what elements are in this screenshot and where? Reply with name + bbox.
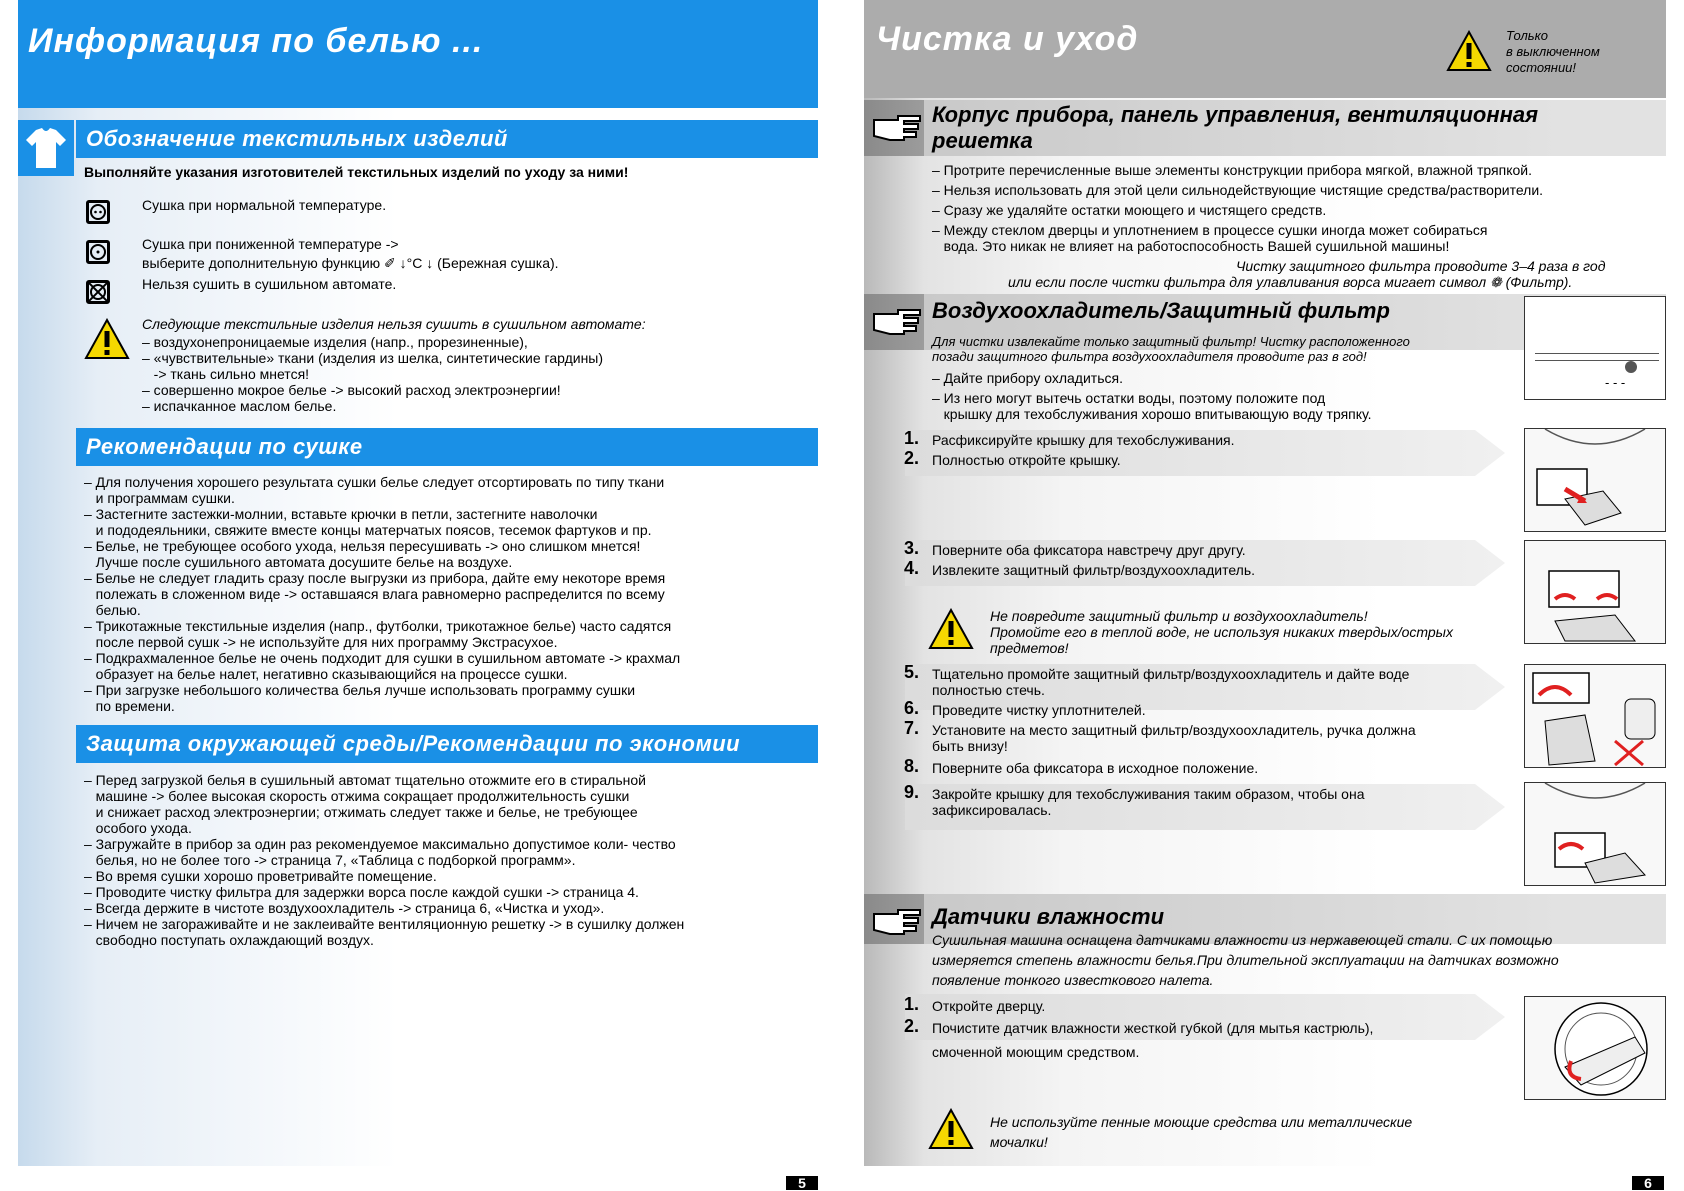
step-text: зафиксировалась. xyxy=(932,802,1052,818)
warning-icon xyxy=(1446,30,1492,72)
list-item: – Белье, не требующее особого ухода, нельзя пересушивать -> оно слишком мнется! xyxy=(84,538,641,554)
tumble-dry-normal-icon xyxy=(86,200,110,224)
illustration-open-cover xyxy=(1524,428,1666,532)
filter-note: Чистку защитного фильтра проводите 3–4 раза в год xyxy=(1236,258,1606,274)
step-text: Расфиксируйте крышку для техобслуживания. xyxy=(932,432,1235,448)
power-off-notice: Только xyxy=(1506,28,1548,43)
step-text: Установите на место защитный фильтр/воздухоохладитель, ручка должна xyxy=(932,722,1416,738)
list-item: машине -> более высокая скорость отжима сокращает продолжительность сушки xyxy=(84,788,630,804)
warning-item: – совершенно мокрое белье -> высокий расход электроэнергии! xyxy=(142,382,561,398)
step-number: 7. xyxy=(904,718,920,738)
cooler-intro: позади защитного фильтра воздухоохладителя проводите раз в год! xyxy=(932,349,1367,364)
list-item: – Протрите перечисленные выше элементы конструкции прибора мягкой, влажной тряпкой. xyxy=(932,162,1532,178)
step-text: Поверните оба фиксатора навстречу друг другу. xyxy=(932,542,1246,558)
list-item: по времени. xyxy=(84,698,175,714)
list-item: – Перед загрузкой белья в сушильный автомат тщательно отожмите его в стиральной xyxy=(84,772,646,788)
list-item: – Дайте прибору охладиться. xyxy=(932,370,1123,386)
sensors-warning: мочалки! xyxy=(990,1134,1048,1150)
warning-icon xyxy=(84,318,130,360)
filter-warning: предметов! xyxy=(990,640,1069,656)
list-item: – Во время сушки хорошо проветривайте помещение. xyxy=(84,868,437,884)
section-heading-environment: Защита окружающей среды/Рекомендации по экономии xyxy=(76,725,818,763)
step-text: полностью стечь. xyxy=(932,682,1045,698)
sensors-warning: Не используйте пенные моющие средства или металлические xyxy=(990,1114,1413,1130)
list-item: после первой сушк -> не используйте для них программу Экстрасухое. xyxy=(84,634,558,650)
tumble-dry-low-icon xyxy=(86,240,110,264)
step-text: быть внизу! xyxy=(932,738,1008,754)
warning-icon xyxy=(928,1108,974,1150)
step-text: Закройте крышку для техобслуживания таким образом, чтобы она xyxy=(932,786,1365,802)
sensors-intro: Сушильная машина оснащена датчиками влажности из нержавеющей стали. С их помощью xyxy=(932,932,1553,948)
list-item: – Застегните застежки-молнии, вставьте крючки в петли, застегните наволочки xyxy=(84,506,598,522)
illustration-clean-sensor xyxy=(1524,996,1666,1100)
step-text: Поверните оба фиксатора в исходное положение. xyxy=(932,760,1259,776)
list-item: белья, но не более того -> страница 7, «Таблица с подборкой программ». xyxy=(84,852,576,868)
list-item: – Сразу же удаляйте остатки моющего и чистящего средств. xyxy=(932,202,1327,218)
list-item: образует на белье налет, негативно сказывающийся на процессе сушки. xyxy=(84,666,568,682)
list-item: – Трикотажные текстильные изделия (напр., футболки, трикотажное белье) часто садятся xyxy=(84,618,672,634)
page-number-right: 6 xyxy=(1632,1176,1664,1190)
do-not-tumble-dry-icon xyxy=(86,280,110,304)
step-number: 4. xyxy=(904,558,920,578)
step-number: 9. xyxy=(904,782,920,802)
list-item: и программам сушки. xyxy=(84,490,235,506)
power-off-notice: состоянии! xyxy=(1506,60,1577,75)
sensors-intro: появление тонкого известкового налета. xyxy=(932,972,1214,988)
sensors-intro: измеряется степень влажности белья.При длительной эксплуатации на датчиках возможно xyxy=(932,952,1559,968)
list-item: – Для получения хорошего результата сушки белье следует отсортировать по типу ткани xyxy=(84,474,665,490)
section-heading-housing-cont: решетка xyxy=(932,128,1033,153)
step-text: Извлеките защитный фильтр/воздухоохладитель. xyxy=(932,562,1256,578)
warning-title: Следующие текстильные изделия нельзя сушить в сушильном автомате: xyxy=(142,316,646,332)
list-item: крышку для техобслуживания хорошо впитывающую воду тряпку. xyxy=(932,406,1372,422)
warning-item: – воздухонепроницаемые изделия (напр., прорезиненные), xyxy=(142,334,528,350)
list-item: – Подкрахмаленное белье не очень подходит для сушки в сушильном автомате -> крахмал xyxy=(84,650,681,666)
pointing-hand-icon xyxy=(870,304,924,340)
pointing-hand-icon xyxy=(870,904,924,940)
symbol-no-dry-text: Нельзя сушить в сушильном автомате. xyxy=(142,276,397,292)
step-number: 1. xyxy=(904,994,920,1014)
warning-item: -> ткань сильно мнется! xyxy=(142,366,310,382)
warning-icon xyxy=(928,608,974,650)
pointing-hand-icon xyxy=(870,110,924,146)
section-band-housing xyxy=(864,100,1666,156)
step-number: 3. xyxy=(904,538,920,558)
illustration-close-cover xyxy=(1524,782,1666,886)
step-number: 1. xyxy=(904,428,920,448)
cooler-intro: Для чистки извлекайте только защитный фильтр! Чистку расположенного xyxy=(932,334,1410,349)
list-item: вода. Это никак не влияет на работоспособность Вашей сушильной машины! xyxy=(932,238,1450,254)
left-page-header xyxy=(18,0,818,108)
step-text: Тщательно промойте защитный фильтр/воздухоохладитель и дайте воде xyxy=(932,666,1410,682)
symbol-low-temp-text-2: выберите дополнительную функцию ✐ ↓°C ↓ (Бережная сушка). xyxy=(142,255,559,271)
list-item: – При загрузке небольшого количества белья лучше использовать программу сушки xyxy=(84,682,636,698)
list-item: – Загружайте в прибор за один раз рекомендуемое максимально допустимое коли- чество xyxy=(84,836,676,852)
list-item: полежать в сложенном виде -> оставшаяся влага равномерно распределится по всему xyxy=(84,586,665,602)
list-item: и снижает расход электроэнергии; отжимать следует также и белье, не требующее xyxy=(84,804,638,820)
page-title-left: Информация по белью ... xyxy=(28,22,484,60)
list-item: – Проводите чистку фильтра для задержки ворса после каждой сушки -> страница 4. xyxy=(84,884,639,900)
section-heading-sensors: Датчики влажности xyxy=(932,904,1165,929)
section-heading-cooler: Воздухоохладитель/Защитный фильтр xyxy=(932,298,1390,323)
symbol-normal-temp-text: Сушка при нормальной температуре. xyxy=(142,197,387,213)
list-item: белью. xyxy=(84,602,141,618)
list-item: особого ухода. xyxy=(84,820,192,836)
page-number-left: 5 xyxy=(786,1176,818,1190)
list-item: – Ничем не загораживайте и не заклеивайте вентиляционную решетку -> в сушилку должен xyxy=(84,916,685,932)
right-page-header xyxy=(864,0,1666,98)
list-item: – Нельзя использовать для этой цели сильнодействующие чистящие средства/растворители. xyxy=(932,182,1544,198)
power-off-notice: в выключенном xyxy=(1506,44,1600,59)
list-item: – Из него могут вытечь остатки воды, поэтому положите под xyxy=(932,390,1326,406)
step-number: 8. xyxy=(904,756,920,776)
list-item: – Всегда держите в чистоте воздухоохладитель -> страница 6, «Чистка и уход». xyxy=(84,900,605,916)
list-item: – Между стеклом дверцы и уплотнением в процессе сушки иногда может собираться xyxy=(932,222,1488,238)
section-heading-housing: Корпус прибора, панель управления, вентиляционная xyxy=(932,102,1539,127)
textile-intro: Выполняйте указания изготовителей текстильных изделий по уходу за ними! xyxy=(84,164,629,180)
filter-note: или если после чистки фильтра для улавливания ворса мигает символ ❁ (Фильтр). xyxy=(1008,274,1573,290)
step-text: смоченной моющим средством. xyxy=(932,1044,1140,1060)
section-heading-drying-tips: Рекомендации по сушке xyxy=(76,428,818,466)
control-panel-illustration: - - - xyxy=(1524,296,1666,400)
step-number: 2. xyxy=(904,448,920,468)
illustration-remove-filter xyxy=(1524,540,1666,644)
step-number: 2. xyxy=(904,1016,920,1036)
page-title-right: Чистка и уход xyxy=(876,20,1139,58)
step-number: 6. xyxy=(904,698,920,718)
illustration-clean-filter xyxy=(1524,664,1666,768)
list-item: и пододеяльники, свяжите вместе концы матерчатых поясов, тесемок фартуков и пр. xyxy=(84,522,652,538)
step-text: Почистите датчик влажности жесткой губкой (для мытья кастрюль), xyxy=(932,1020,1374,1036)
section-heading-textile-symbols: Обозначение текстильных изделий xyxy=(76,120,818,158)
step-text: Полностью откройте крышку. xyxy=(932,452,1121,468)
shirt-icon xyxy=(18,120,74,176)
step-number: 5. xyxy=(904,662,920,682)
filter-warning: Промойте его в теплой воде, не используя никаких твердых/острых xyxy=(990,624,1453,640)
warning-item: – «чувствительные» ткани (изделия из шелка, синтетические гардины) xyxy=(142,350,604,366)
warning-item: – испачканное маслом белье. xyxy=(142,398,337,414)
step-text: Откройте дверцу. xyxy=(932,998,1046,1014)
list-item: свободно поступать охлаждающий воздух. xyxy=(84,932,374,948)
filter-warning: Не повредите защитный фильтр и воздухоохладитель! xyxy=(990,608,1368,624)
step-text: Проведите чистку уплотнителей. xyxy=(932,702,1146,718)
list-item: Лучше после сушильного автомата досушите белье на воздухе. xyxy=(84,554,513,570)
symbol-low-temp-text-1: Сушка при пониженной температуре -> xyxy=(142,236,399,252)
list-item: – Белье не следует гладить сразу после выгрузки из прибора, дайте ему некоторе время xyxy=(84,570,666,586)
